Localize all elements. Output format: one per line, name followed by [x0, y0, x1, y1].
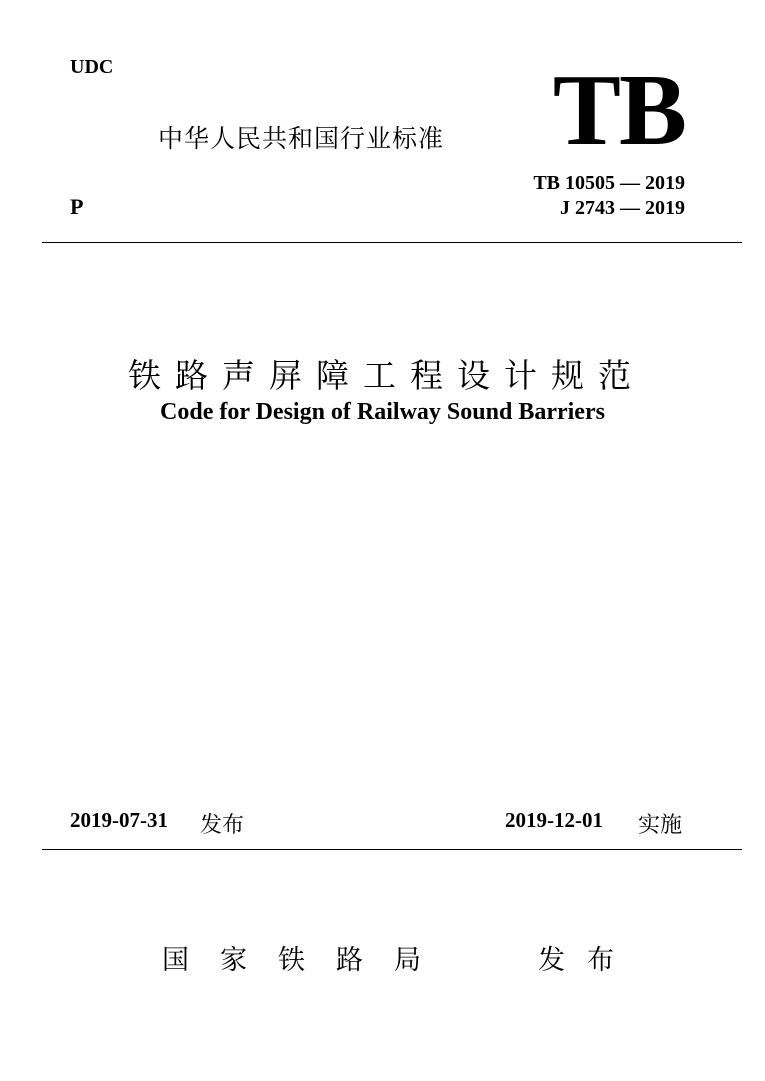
issue-label: 发布 [200, 813, 245, 838]
category-code: P [70, 194, 84, 219]
document-title-english: Code for Design of Railway Sound Barriers [160, 399, 605, 425]
implementation-label: 实施 [638, 813, 683, 838]
bottom-divider [42, 849, 742, 850]
document-title-chinese: 铁路声屏障工程设计规范 [128, 356, 645, 395]
standard-number: TB 10505 — 2019 [533, 172, 685, 194]
udc-label: UDC [70, 56, 114, 78]
top-divider [42, 242, 742, 243]
standard-type-heading: 中华人民共和国行业标准 [158, 124, 445, 153]
record-number: J 2743 — 2019 [560, 197, 685, 219]
issue-date: 2019-07-31 [70, 808, 168, 832]
issuing-action: 发布 [538, 945, 636, 976]
implementation-date: 2019-12-01 [505, 808, 603, 832]
tb-logo: TB [552, 54, 685, 167]
issuing-authority: 国家铁路局 [162, 945, 452, 976]
